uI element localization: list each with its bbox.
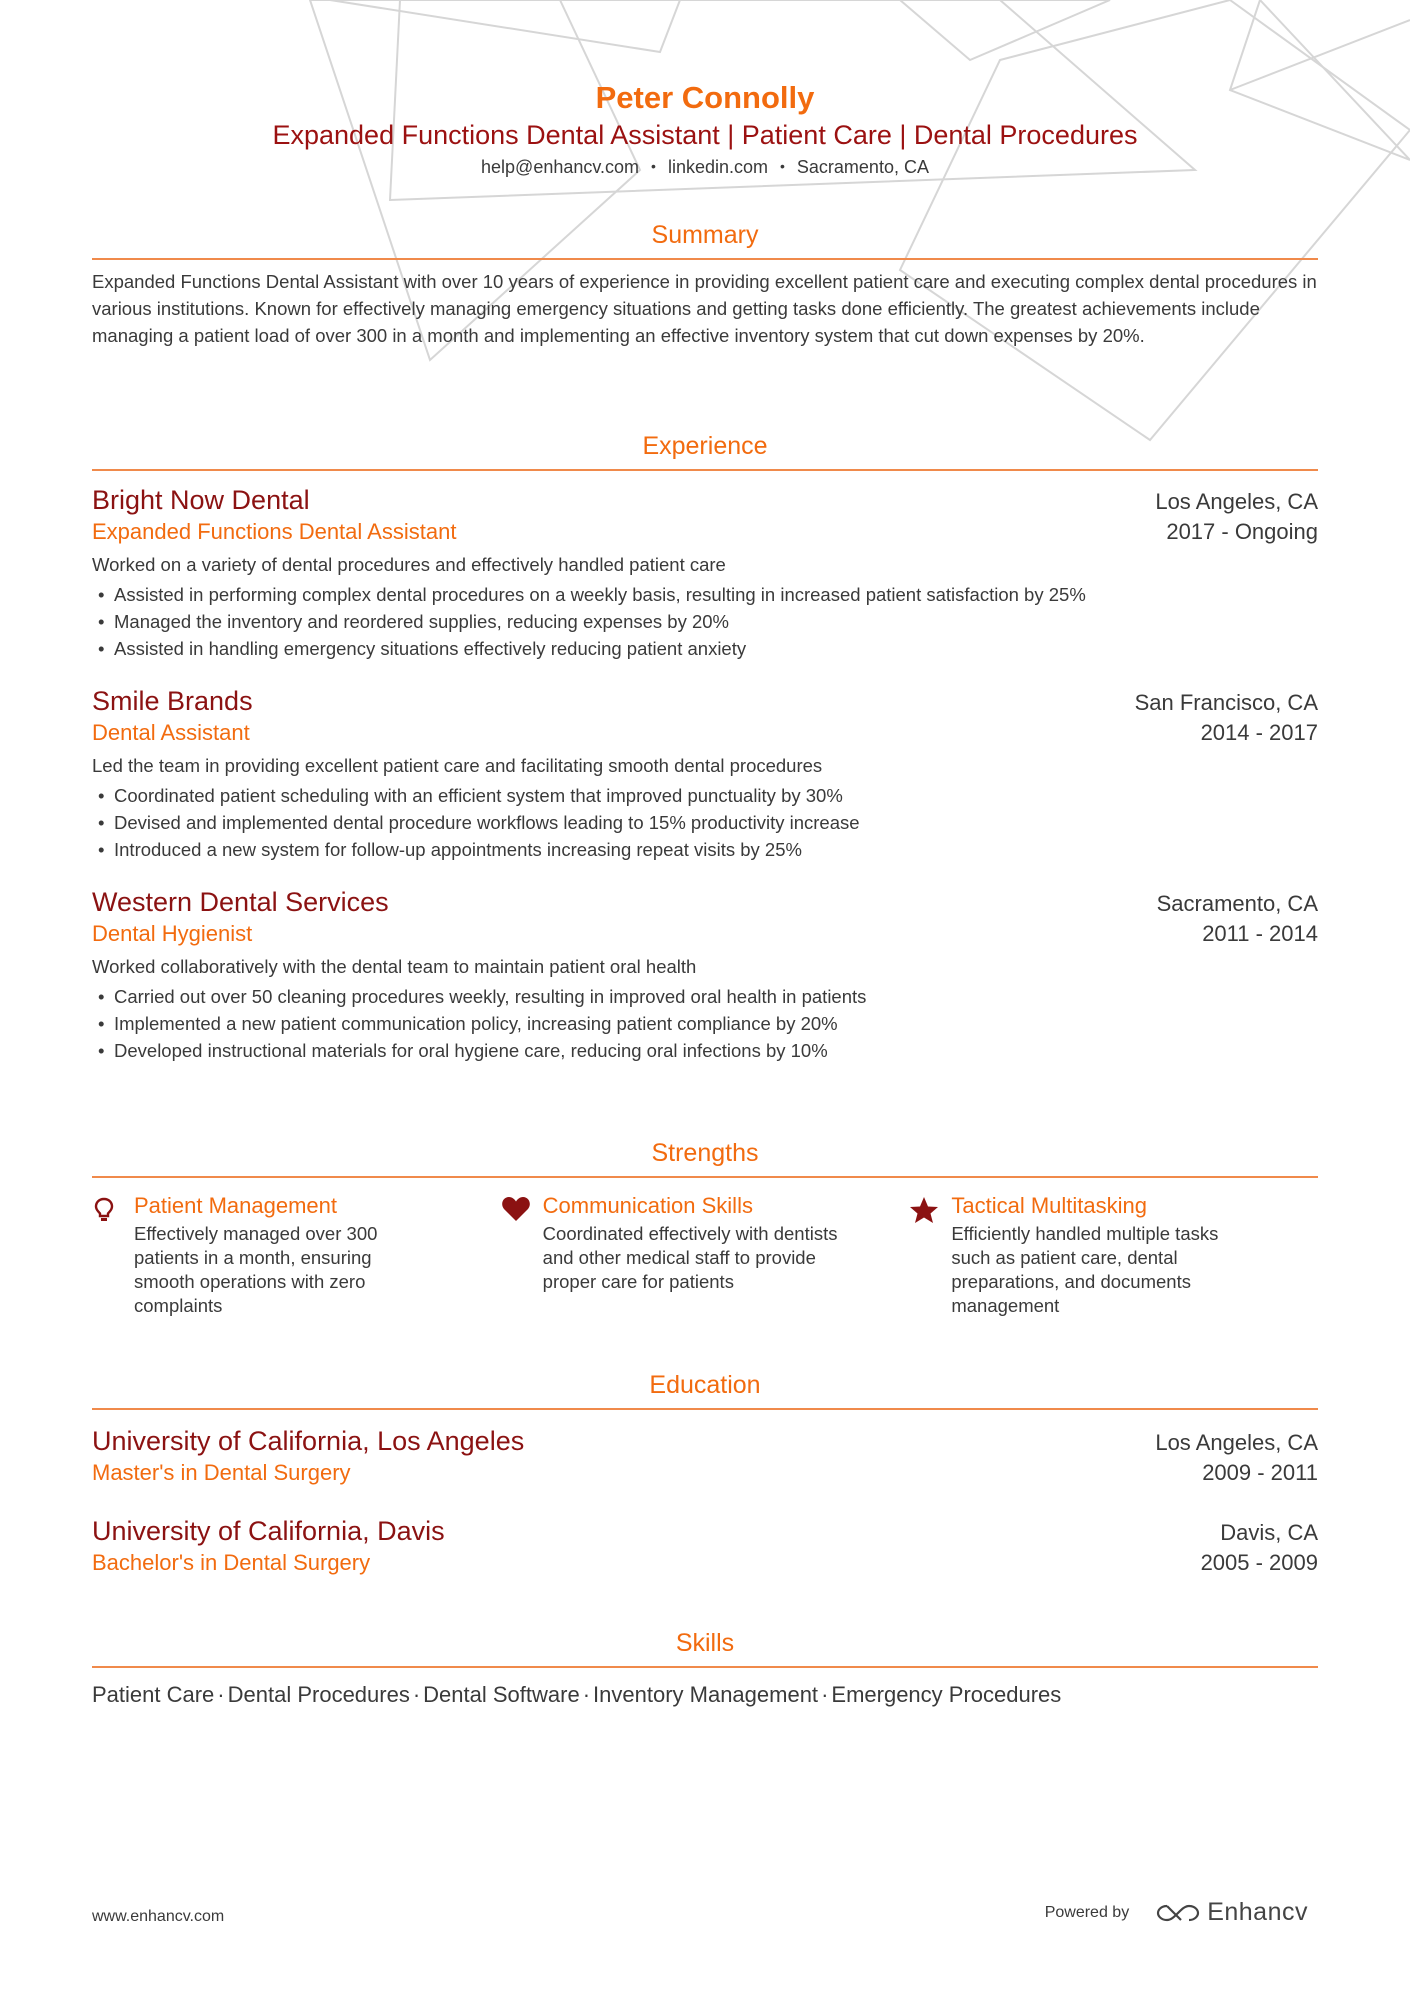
job-bullets — [92, 581, 1318, 662]
enhancv-logo-icon — [1155, 1902, 1201, 1924]
separator-dot: • — [780, 158, 785, 174]
section-title-education: Education — [649, 1371, 761, 1399]
job-bullets — [92, 782, 1318, 863]
summary-section — [92, 220, 1318, 349]
job-title: Dental Assistant — [92, 720, 250, 745]
bullet-item: • Developed instructional materials for oral hygiene care, reducing oral infections by 10% — [92, 1037, 1318, 1064]
section-divider — [92, 1408, 1318, 1410]
resume-page — [92, 0, 1318, 1995]
strength-title: Communication Skills — [542, 1193, 753, 1218]
experience-entry — [92, 885, 1318, 1064]
bullet-item: • Assisted in performing complex dental procedures on a weekly basis, resulting in increased patient satisfaction by 25% — [92, 581, 1318, 608]
experience-section — [92, 431, 1318, 1064]
heart-icon — [501, 1192, 543, 1318]
company-name: Smile Brands — [92, 686, 253, 716]
bullet-item: • Devised and implemented dental procedure workflows leading to 15% productivity increase — [92, 809, 1318, 836]
job-dates: 2014 - 2017 — [1200, 720, 1318, 745]
job-title: Expanded Functions Dental Assistant — [92, 519, 457, 544]
lightbulb-icon — [92, 1192, 134, 1318]
bullet-item: • Coordinated patient scheduling with an efficient system that improved punctuality by 30% — [92, 782, 1318, 809]
skill-separator: · — [217, 1682, 225, 1707]
strength-item — [501, 1192, 910, 1318]
job-description: Worked on a variety of dental procedures and effectively handled patient care — [92, 554, 726, 575]
bullet-item: • Managed the inventory and reordered supplies, reducing expenses by 20% — [92, 608, 1318, 635]
bullet-item: • Carried out over 50 cleaning procedures weekly, resulting in improved oral health in patients — [92, 983, 1318, 1010]
strength-description: Coordinated effectively with dentists and other medical staff to provide proper care for patients — [542, 1223, 838, 1292]
strengths-section — [92, 1138, 1318, 1318]
contact-email[interactable]: help@enhancv.com — [481, 157, 640, 177]
education-dates: 2009 - 2011 — [1202, 1460, 1318, 1485]
skill-separator: · — [582, 1682, 591, 1707]
skill-item: Dental Software — [423, 1682, 580, 1707]
strength-title: Tactical Multitasking — [951, 1193, 1147, 1218]
section-divider — [92, 1666, 1318, 1668]
skills-list — [92, 1680, 1318, 1710]
job-description: Led the team in providing excellent patient care and facilitating smooth dental procedures — [92, 755, 823, 776]
experience-entry — [92, 483, 1318, 662]
strength-description: Effectively managed over 300 patients in a month, ensuring smooth operations with zero complaints — [134, 1223, 378, 1316]
contact-location: Sacramento, CA — [796, 157, 929, 177]
footer-powered-by — [1045, 1898, 1308, 1927]
candidate-headline: Expanded Functions Dental Assistant | Patient Care | Dental Procedures — [272, 120, 1138, 150]
education-dates: 2005 - 2009 — [1200, 1550, 1318, 1575]
skill-item: Dental Procedures — [227, 1682, 410, 1707]
school-name: University of California, Davis — [92, 1516, 445, 1546]
skill-item: Emergency Procedures — [831, 1682, 1062, 1707]
skill-item: Inventory Management — [593, 1682, 819, 1707]
degree: Bachelor's in Dental Surgery — [92, 1550, 371, 1575]
separator-dot: • — [651, 158, 656, 174]
skill-separator: · — [821, 1682, 829, 1707]
job-location: Sacramento, CA — [1156, 891, 1318, 916]
contact-linkedin[interactable]: linkedin.com — [667, 157, 768, 177]
contact-line — [92, 154, 1318, 181]
education-entry — [92, 1424, 1318, 1488]
company-name: Western Dental Services — [92, 887, 389, 917]
section-divider — [92, 258, 1318, 260]
skill-item: Patient Care — [92, 1682, 215, 1707]
skill-separator: · — [412, 1682, 421, 1707]
section-divider — [92, 469, 1318, 471]
star-icon — [909, 1192, 951, 1318]
company-name: Bright Now Dental — [92, 485, 310, 515]
education-section — [92, 1370, 1318, 1578]
school-name: University of California, Los Angeles — [92, 1426, 525, 1456]
strengths-list — [92, 1192, 1318, 1318]
job-location: Los Angeles, CA — [1155, 489, 1318, 514]
school-location: Los Angeles, CA — [1155, 1430, 1318, 1455]
job-bullets — [92, 983, 1318, 1064]
strength-item — [909, 1192, 1318, 1318]
bullet-item: • Introduced a new system for follow-up appointments increasing repeat visits by 25% — [92, 836, 1318, 863]
summary-text: Expanded Functions Dental Assistant with over 10 years of experience in providing excellent patient care and executing complex dental procedures in various institutions. Known for effectively managing emergency situations and getting tasks done efficiently. The greatest achievements include managing a patient load of over 300 in a month and implementing an effective inventory system that cut down expenses by 20%. — [92, 271, 1317, 346]
school-location: Davis, CA — [1220, 1520, 1318, 1545]
education-entry — [92, 1514, 1318, 1578]
bullet-item: • Assisted in handling emergency situations effectively reducing patient anxiety — [92, 635, 1318, 662]
resume-header — [92, 78, 1318, 181]
bullet-item: • Implemented a new patient communication policy, increasing patient compliance by 20% — [92, 1010, 1318, 1037]
job-dates: 2017 - Ongoing — [1166, 519, 1318, 544]
skills-section — [92, 1628, 1318, 1710]
section-title-summary: Summary — [651, 221, 759, 249]
job-description: Worked collaboratively with the dental team to maintain patient oral health — [92, 956, 697, 977]
job-title: Dental Hygienist — [92, 921, 253, 946]
job-dates: 2011 - 2014 — [1202, 921, 1318, 946]
strength-item — [92, 1192, 501, 1318]
section-divider — [92, 1176, 1318, 1178]
degree: Master's in Dental Surgery — [92, 1460, 351, 1485]
job-location: San Francisco, CA — [1134, 690, 1318, 715]
section-title-skills: Skills — [675, 1629, 735, 1657]
strength-description: Efficiently handled multiple tasks such as patient care, dental preparations, and documents management — [951, 1223, 1219, 1316]
section-title-experience: Experience — [642, 432, 768, 460]
section-title-strengths: Strengths — [651, 1139, 759, 1167]
powered-by-label: Powered by — [1044, 1903, 1130, 1921]
brand-name[interactable]: Enhancv — [1207, 1898, 1308, 1926]
strength-title: Patient Management — [134, 1193, 338, 1218]
footer-website[interactable]: www.enhancv.com — [92, 1908, 225, 1925]
candidate-name: Peter Connolly — [595, 80, 815, 115]
experience-entry — [92, 684, 1318, 863]
